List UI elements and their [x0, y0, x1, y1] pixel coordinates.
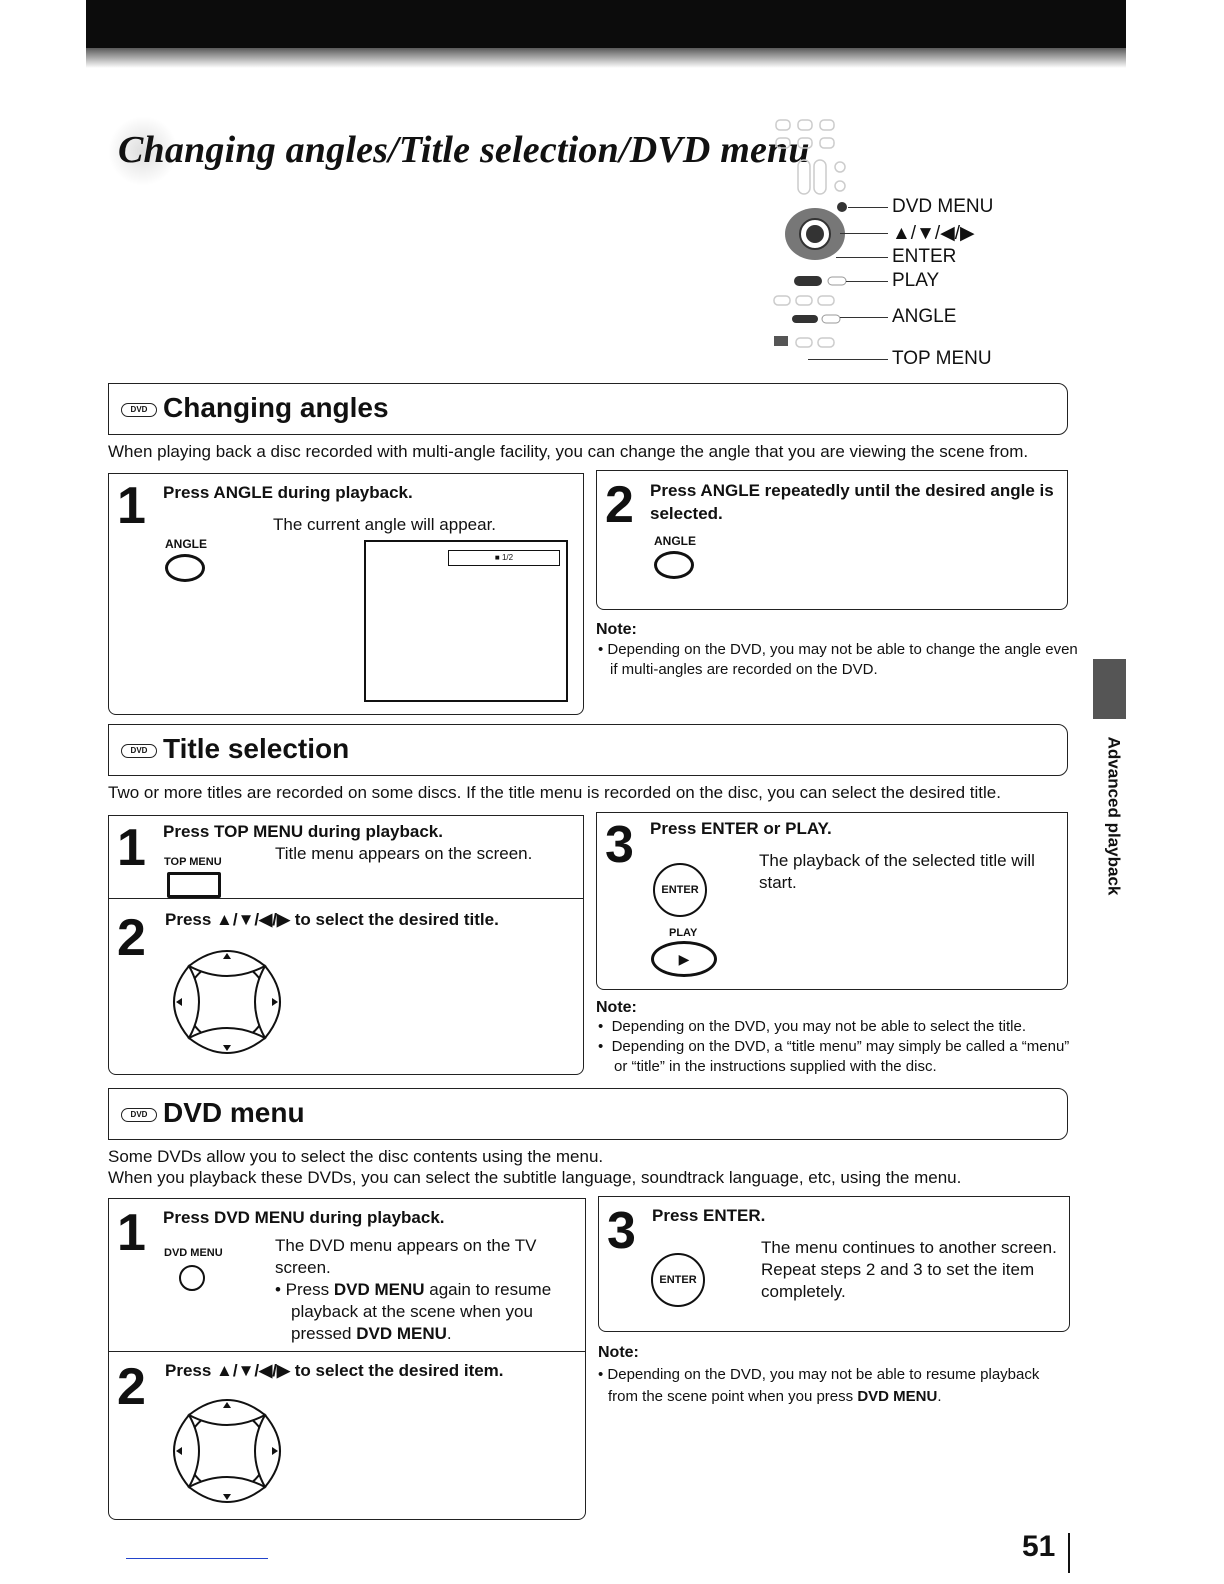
dvd-menu-button-icon [179, 1265, 205, 1291]
step-number: 3 [607, 1202, 636, 1260]
remote-label-dvd-menu: DVD MENU [892, 196, 994, 217]
enter-button-icon: ENTER [651, 1253, 705, 1307]
chapter-side-label: Advanced playback [1104, 736, 1124, 896]
step-number: 2 [605, 476, 634, 534]
angle-button-label: ANGLE [654, 534, 696, 548]
angle-osd-indicator: ■ 1/2 [448, 550, 560, 566]
dvd-menu-step-3-box [598, 1196, 1070, 1332]
step-title: Press ENTER. [652, 1206, 766, 1225]
section-title: Changing angles [163, 392, 389, 423]
title-steps-box [108, 815, 584, 1075]
enter-button-icon: ENTER [653, 863, 707, 917]
angle-osd-value: 1/2 [501, 553, 514, 562]
section-title: DVD menu [163, 1097, 305, 1128]
direction-pad-icon [165, 1391, 289, 1511]
step-text: The playback of the selected title will start. [759, 851, 1035, 892]
leader-line [846, 281, 888, 282]
remote-label-arrows: ▲/▼/◀/▶ [892, 223, 975, 244]
direction-pad-icon [165, 942, 289, 1062]
footer-line [126, 1558, 268, 1559]
step-number: 1 [117, 1204, 146, 1262]
page-title: Changing angles/Title selection/DVD menu [118, 129, 810, 171]
title-step-3-box [596, 812, 1068, 990]
note-title: Note: [598, 1344, 639, 1361]
page-number: 51 [1022, 1530, 1056, 1563]
play-button-icon: ▶ [651, 941, 717, 977]
step-title: Press ENTER or PLAY. [650, 819, 832, 838]
dvd-menu-steps-box [108, 1198, 586, 1520]
section-title: Title selection [163, 733, 350, 764]
section-description: When you playback these DVDs, you can select the subtitle language, soundtrack language, etc, using the menu. [108, 1168, 962, 1187]
leader-line [848, 207, 888, 208]
tv-screen-illustration [364, 540, 568, 702]
dvd-badge-icon: DVD [121, 1108, 157, 1122]
remote-illustration [768, 112, 888, 372]
step-text: The DVD menu appears on the TV screen. [275, 1236, 537, 1277]
note-item: • Depending on the DVD, you may not be able to change the angle even if multi-angles are recorded on the DVD. [598, 641, 1078, 678]
leader-line [840, 233, 888, 234]
bullet-text: • Press [275, 1280, 334, 1299]
note-title: Note: [596, 999, 637, 1016]
section-description: Some DVDs allow you to select the disc contents using the menu. [108, 1147, 604, 1166]
section-heading-dvd-menu [108, 1088, 1068, 1140]
step-text: The current angle will appear. [273, 515, 497, 534]
dvd-badge-icon: DVD [121, 403, 157, 417]
step-title: Press ▲/▼/◀/▶ to select the desired item. [165, 1361, 504, 1380]
note-title: Note: [596, 621, 637, 638]
note-item-text: . [937, 1388, 942, 1405]
top-menu-button-icon [167, 872, 221, 898]
remote-label-angle: ANGLE [892, 306, 957, 327]
note-item-text: Depending on the DVD, you may not be able to select the title. [611, 1018, 1027, 1035]
bullet-bold: DVD MENU [356, 1324, 447, 1343]
play-button-label: PLAY [669, 927, 698, 939]
section-description: When playing back a disc recorded with multi-angle facility, you can change the angle that you are viewing the scene from. [108, 442, 1029, 461]
step-text: Title menu appears on the screen. [275, 844, 533, 863]
step-number: 3 [605, 816, 634, 874]
step-divider [109, 898, 583, 899]
top-menu-button-label: TOP MENU [164, 856, 222, 868]
step-title: Press TOP MENU during playback. [163, 822, 443, 841]
step-title: Press ▲/▼/◀/▶ to select the desired title. [165, 910, 499, 929]
note-item [598, 1364, 1068, 1408]
angle-button-label: ANGLE [165, 537, 207, 551]
step-number: 1 [117, 477, 146, 535]
step-title: Press ANGLE during playback. [163, 483, 413, 502]
note-item: • Depending on the DVD, you may not be able to select the title. [598, 1018, 1027, 1035]
step-text: The menu continues to another screen. Repeat steps 2 and 3 to set the item completely. [761, 1238, 1057, 1301]
leader-line [840, 317, 888, 318]
dvd-badge-icon: DVD [121, 744, 157, 758]
remote-label-enter: ENTER [892, 246, 957, 267]
bullet-text: . [446, 1324, 452, 1343]
bullet-bold: DVD MENU [333, 1280, 425, 1299]
note-item: • Depending on the DVD, a “title menu” may simply be called a “menu” or “title” in the instructions supplied with the disc. [598, 1038, 1070, 1075]
note-item-text: Depending on the DVD, a “title menu” may simply be called a “menu” or “title” in the instructions supplied with the disc. [611, 1038, 1070, 1075]
header-fade [86, 48, 1126, 68]
dvd-menu-button-label: DVD MENU [164, 1247, 223, 1259]
step-bullet [275, 1279, 591, 1345]
angle-button-icon [654, 551, 694, 579]
step-title: Press DVD MENU during playback. [163, 1208, 445, 1227]
note-item-text: • Depending on the DVD, you may not be able to resume playback from the scene point when you press [598, 1366, 1040, 1405]
angle-button-icon [165, 554, 205, 582]
angles-step-1-box [108, 473, 584, 715]
step-title: Press ANGLE repeatedly until the desired angle is selected. [650, 481, 1054, 523]
section-heading-title-selection [108, 724, 1068, 776]
chapter-side-tab [1093, 659, 1126, 719]
page-number-rule [1068, 1533, 1070, 1573]
note-item-text: Depending on the DVD, you may not be able to change the angle even if multi-angles are recorded on the DVD. [607, 641, 1078, 678]
angles-step-2-box [596, 470, 1068, 610]
step-divider [109, 1351, 585, 1352]
remote-label-play: PLAY [892, 270, 940, 291]
remote-label-top-menu: TOP MENU [892, 348, 992, 369]
bullet-text: again to resume playback at the scene when you pressed [291, 1280, 552, 1343]
header-bar [86, 0, 1126, 48]
step-number: 2 [117, 909, 146, 967]
section-description: Two or more titles are recorded on some discs. If the title menu is recorded on the disc, you can select the desired title. [108, 783, 1001, 802]
section-heading-changing-angles [108, 383, 1068, 435]
note-item-bold: DVD MENU [857, 1388, 938, 1405]
leader-line [808, 359, 888, 360]
step-number: 2 [117, 1358, 146, 1416]
leader-line [836, 257, 888, 258]
step-number: 1 [117, 819, 146, 877]
